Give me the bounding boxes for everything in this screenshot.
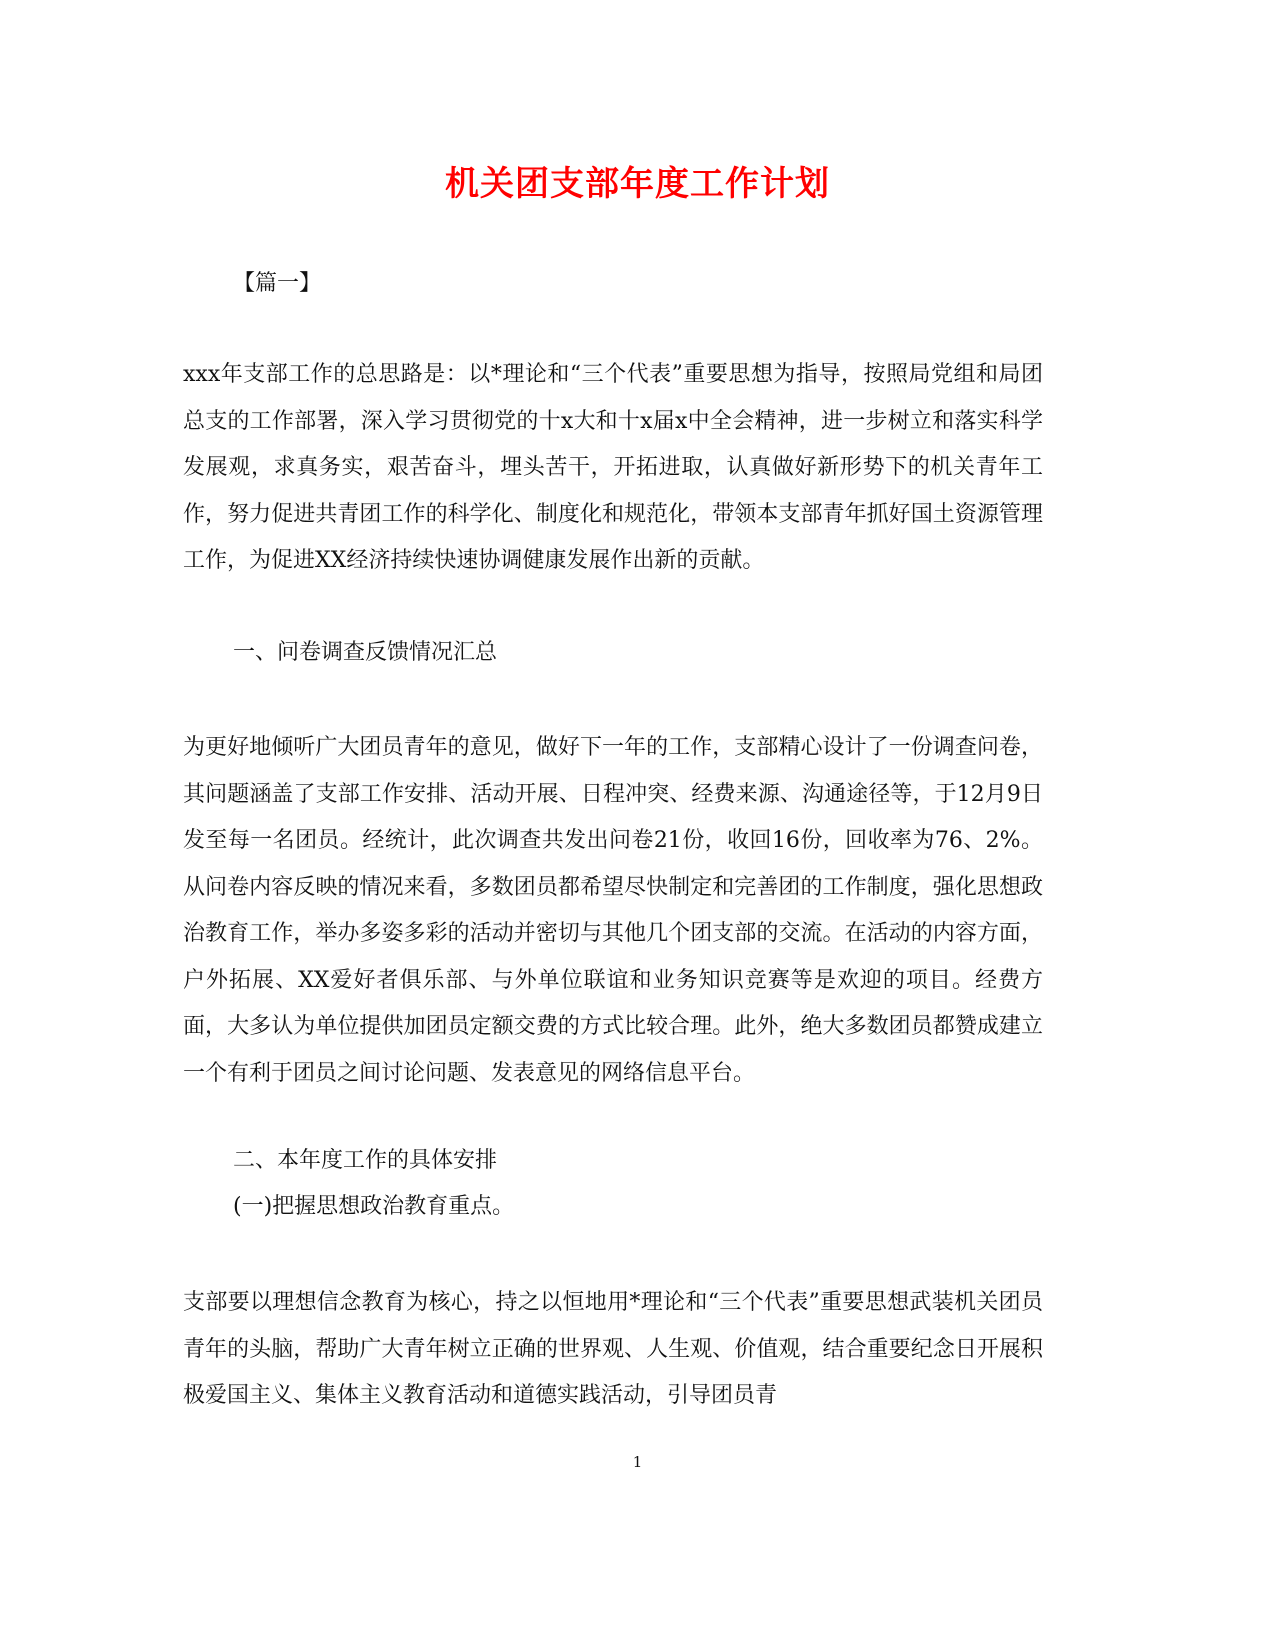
paragraph-survey: 为更好地倾听广大团员青年的意见，做好下一年的工作，支部精心设计了一份调查问卷，其问题涵盖了支部工作安排、活动开展、日程冲突、经费来源、沟通途径等，于12月9日发至每一名团员。经统计，此次调查共发出问卷21份，收回16份，回收率为76、2%。从问卷内容反映的情况来看，多数团员都希望尽快制定和完善团的工作制度，强化思想政治教育工作，举办多姿多彩的活动并密切与其他几个团支部的交流。在活动的内容方面，户外拓展、XX爱好者俱乐部、与外单位联谊和业务知识竞赛等是欢迎的项目。经费方面，大多认为单位提供加团员定额交费的方式比较合理。此外，绝大多数团员都赞成建立一个有利于团员之间讨论问题、发表意见的网络信息平台。 <box>183 735 1043 1086</box>
heading-political-education: (一)把握思想政治教育重点。 <box>233 1194 515 1219</box>
section-tag: 【篇一】 <box>233 271 322 296</box>
heading-survey-summary: 一、问卷调查反馈情况汇总 <box>233 640 498 665</box>
heading-annual-arrangement: 二、本年度工作的具体安排 <box>233 1148 498 1173</box>
document-title: 机关团支部年度工作计划 <box>445 164 830 204</box>
page-number: 1 <box>632 1453 643 1471</box>
paragraph-political-education: 支部要以理想信念教育为核心，持之以恒地用*理论和“三个代表”重要思想武装机关团员青年的头脑，帮助广大青年树立正确的世界观、人生观、价值观，结合重要纪念日开展积极爱国主义、集体主义教育活动和道德实践活动，引导团员青 <box>183 1290 1043 1408</box>
paragraph-overview: xxx年支部工作的总思路是：以*理论和“三个代表”重要思想为指导，按照局党组和局团总支的工作部署，深入学习贯彻党的十x大和十x届x中全会精神，进一步树立和落实科学发展观，求真务实，艰苦奋斗，埋头苦干，开拓进取，认真做好新形势下的机关青年工作，努力促进共青团工作的科学化、制度化和规范化，带领本支部青年抓好国土资源管理工作，为促进XX经济持续快速协调健康发展作出新的贡献。 <box>183 362 1043 573</box>
